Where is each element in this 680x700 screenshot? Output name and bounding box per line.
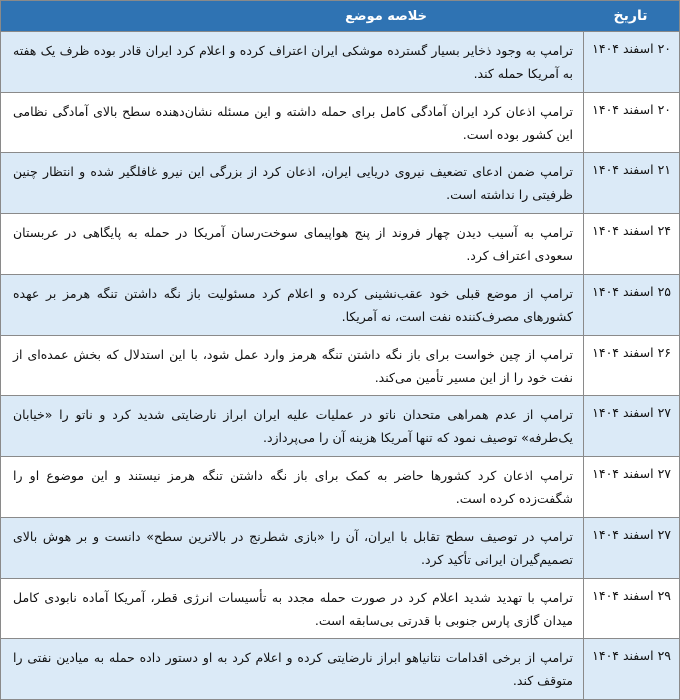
row-date: ۲۰ اسفند ۱۴۰۴: [583, 93, 679, 153]
row-summary: ترامپ با تهدید شدید اعلام کرد در صورت حمله مجدد به تأسیسات انرژی قطر، آمریکا آماده نابودی کامل میدان گازی پارس جنوبی با قدرتی بی‌سابقه است.: [13, 589, 573, 628]
row-summary: ترامپ از برخی اقدامات نتانیاهو ابراز نارضایتی کرده و اعلام کرد به او دستور داده حمله به میادین نفتی را متوقف کند.: [13, 650, 573, 689]
row-summary: ترامپ به آسیب دیدن چهار فروند از پنج هواپیمای سوخت‌رسان آمریکا در حمله به پایگاهی در عربستان سعودی اعتراف کرد.: [13, 225, 573, 264]
table-row: [1, 213, 679, 274]
table-row: [1, 31, 679, 92]
row-summary: ترامپ در توصیف سطح تقابل با ایران، آن را «بازی شطرنج در بالاترین سطح» دانست و بر هوش بالای تصمیم‌گیران ایرانی تأکید کرد.: [13, 528, 573, 567]
table-row: [1, 274, 679, 335]
row-date: ۲۷ اسفند ۱۴۰۴: [583, 457, 679, 517]
table-header: [1, 1, 679, 31]
header-date: تاریخ: [613, 8, 648, 24]
row-date: ۲۹ اسفند ۱۴۰۴: [583, 579, 679, 639]
row-summary: ترامپ ضمن ادعای تضعیف نیروی دریایی ایران، اذعان کرد از بزرگی این نیرو غافلگیر شده و انتظار چنین ظرفیتی را نداشته است.: [13, 164, 573, 203]
row-date: ۲۷ اسفند ۱۴۰۴: [583, 396, 679, 456]
table-row: [1, 638, 679, 699]
table-row: [1, 517, 679, 578]
row-summary: ترامپ به وجود ذخایر بسیار گسترده موشکی ایران اعتراف کرده و اعلام کرد ایران قادر بوده ظرف یک هفته به آمریکا حمله کند.: [13, 43, 573, 81]
row-date: ۲۵ اسفند ۱۴۰۴: [583, 275, 679, 335]
table-row: [1, 152, 679, 213]
table-row: [1, 335, 679, 396]
row-date: ۲۹ اسفند ۱۴۰۴: [583, 639, 679, 699]
table-row: [1, 395, 679, 456]
row-date: ۲۷ اسفند ۱۴۰۴: [583, 518, 679, 578]
row-date: ۲۱ اسفند ۱۴۰۴: [583, 153, 679, 213]
row-summary: ترامپ از موضع قبلی خود عقب‌نشینی کرده و اعلام کرد مسئولیت باز نگه داشتن تنگه هرمز بر عهده کشورهای مصرف‌کننده نفت است، نه آمریکا.: [13, 285, 573, 324]
row-summary: ترامپ از چین خواست برای باز نگه داشتن تنگه هرمز وارد عمل شود، با این استدلال که بخش عمده‌ای از نفت خود را از این مسیر تأمین می‌کند.: [13, 346, 573, 385]
table-row: [1, 456, 679, 517]
row-summary: ترامپ اذعان کرد ایران آمادگی کامل برای حمله داشته و این مسئله نشان‌دهنده سطح بالای آمادگی نظامی این کشور بوده است.: [13, 103, 573, 142]
table-body: [1, 31, 679, 699]
row-date: ۲۶ اسفند ۱۴۰۴: [583, 336, 679, 396]
row-date: ۲۴ اسفند ۱۴۰۴: [583, 214, 679, 274]
row-date: ۲۰ اسفند ۱۴۰۴: [583, 32, 679, 92]
table-row: [1, 578, 679, 639]
row-summary: ترامپ اذعان کرد کشورها حاضر به کمک برای باز نگه داشتن تنگه هرمز نیستند و این موضوع او را شگفت‌زده کرده است.: [13, 468, 573, 507]
header-summary: خلاصه موضع: [345, 8, 427, 24]
row-summary: ترامپ از عدم همراهی متحدان ناتو در عملیات علیه ایران ابراز نارضایتی شدید کرد و ناتو را «خیابان یک‌طرفه» توصیف نمود که تنها آمریکا هزینه آن را می‌پردازد.: [13, 407, 573, 446]
table-row: [1, 92, 679, 153]
